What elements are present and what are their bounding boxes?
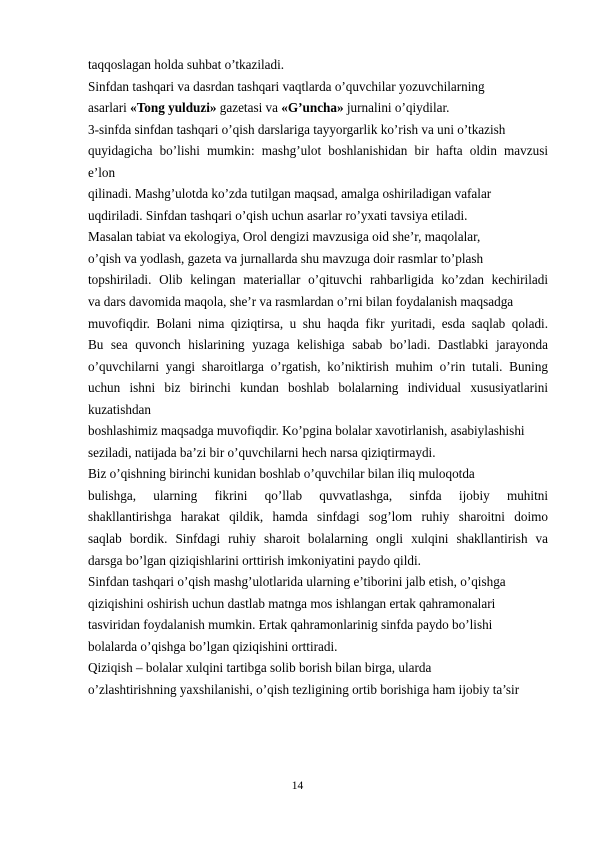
text-line: tasviridan foydalanish mumkin. Ertak qahramonlarinig sinfda paydo bo’lishi (88, 617, 493, 633)
text-line: Sinfdan tashqari va dasrdan tashqari vaqtlarda o’quvchilar yozuvchilarning (88, 78, 485, 94)
text-run: gazetasi va (216, 100, 282, 116)
text-line: uchun ishni biz birinchi kundan boshlab bolalarning individual xususiyatlarini (88, 380, 548, 396)
text-line: Bu sea quvonch hislarining yuzaga kelishiga sabab bo’ladi. Dastlabki jarayonda (88, 337, 548, 353)
text-line: o’qish va yodlash, gazeta va jurnallarda shu mavzuga doir rasmlar to’plash (88, 250, 484, 266)
text-line: o’quvchilarni yangi sharoitlarga o’rgatish, ko’niktirish muhim o’rin tutali. Buning (88, 358, 548, 374)
text-line: Biz o’qishning birinchi kunidan boshlab o’quvchilar bilan iliq muloqotda (88, 466, 475, 482)
text-line: kuzatishdan (88, 401, 151, 417)
body-text (88, 54, 548, 700)
text-line: o’zlashtirishning yaxshilanishi, o’qish tezligining ortib borishiga ham ijobiy ta’sir (88, 681, 520, 697)
text-run: jurnalini o’qiydilar. (343, 100, 450, 116)
text-line: shakllantirishga harakat qildik, hamda sinfdagi sog’lom ruhiy sharoitni doimo (88, 509, 548, 525)
journal-title: «G’uncha» (281, 100, 344, 116)
newspaper-title: «Tong yulduzi» (130, 100, 217, 116)
text-line: boshlashimiz maqsadga muvofiqdir. Ko’pgina bolalar xavotirlanish, asabiylashishi (88, 423, 525, 439)
text-line: seziladi, natijada ba’zi bir o’quvchilarni hech narsa qiziqtirmaydi. (88, 444, 436, 460)
text-line: quyidagicha bo’lishi mumkin: mashg’ulot boshlanishidan bir hafta oldin mavzusi (88, 143, 548, 159)
text-line: topshiriladi. Olib kelingan materiallar o’qituvchi rahbarligida ko’zdan kechiriladi (88, 272, 548, 288)
text-line: qiziqishini oshirish uchun dastlab matnga mos ishlangan ertak qahramonalari (88, 595, 496, 611)
text-line: Sinfdan tashqari o’qish mashg’ulotlarida ularning e’tiborini jalb etish, o’qishga (88, 574, 506, 590)
text-line: muvofiqdir. Bolani nima qiziqtirsa, u shu haqda fikr yuritadi, esda saqlab qoladi. (88, 315, 548, 331)
page-number: 14 (291, 780, 304, 792)
text-line: va dars davomida maqola, she’r va rasmlardan o’rni bilan foydalanish maqsadga (88, 294, 514, 310)
text-line: Qiziqish – bolalar xulqini tartibga solib borish bilan birga, ularda (88, 660, 432, 676)
text-run: asarlari (88, 100, 131, 116)
text-line: bulishga, ularning fikrini qo’llab quvvatlashga, sinfda ijobiy muhitni (88, 487, 548, 503)
text-line: 3-sinfda sinfdan tashqari o’qish darslariga tayyorgarlik ko’rish va uni o’tkazish (88, 121, 506, 137)
text-line: bolalarda o’qishga bo’lgan qiziqishini orttiradi. (88, 638, 338, 654)
text-line: darsga bo’lgan qiziqishlarini orttirish imkoniyatini paydo qildi. (88, 552, 421, 568)
text-line: uqdiriladi. Sinfdan tashqari o’qish uchun asarlar ro’yxati tavsiya etiladi. (88, 207, 468, 223)
text-line: taqqoslagan holda suhbat o’tkaziladi. (88, 57, 285, 72)
text-line (88, 97, 548, 119)
text-line: e’lon (88, 164, 116, 180)
text-line: saqlab bordik. Sinfdagi ruhiy sharoit bolalarning ongli xulqini shakllantirish va (88, 531, 548, 547)
text-line: qilinadi. Mashg’ulotda ko’zda tutilgan maqsad, amalga oshiriladigan vafalar (88, 186, 492, 202)
text-line: Masalan tabiat va ekologiya, Orol dengizi mavzusiga oid she’r, maqolalar, (88, 229, 481, 245)
